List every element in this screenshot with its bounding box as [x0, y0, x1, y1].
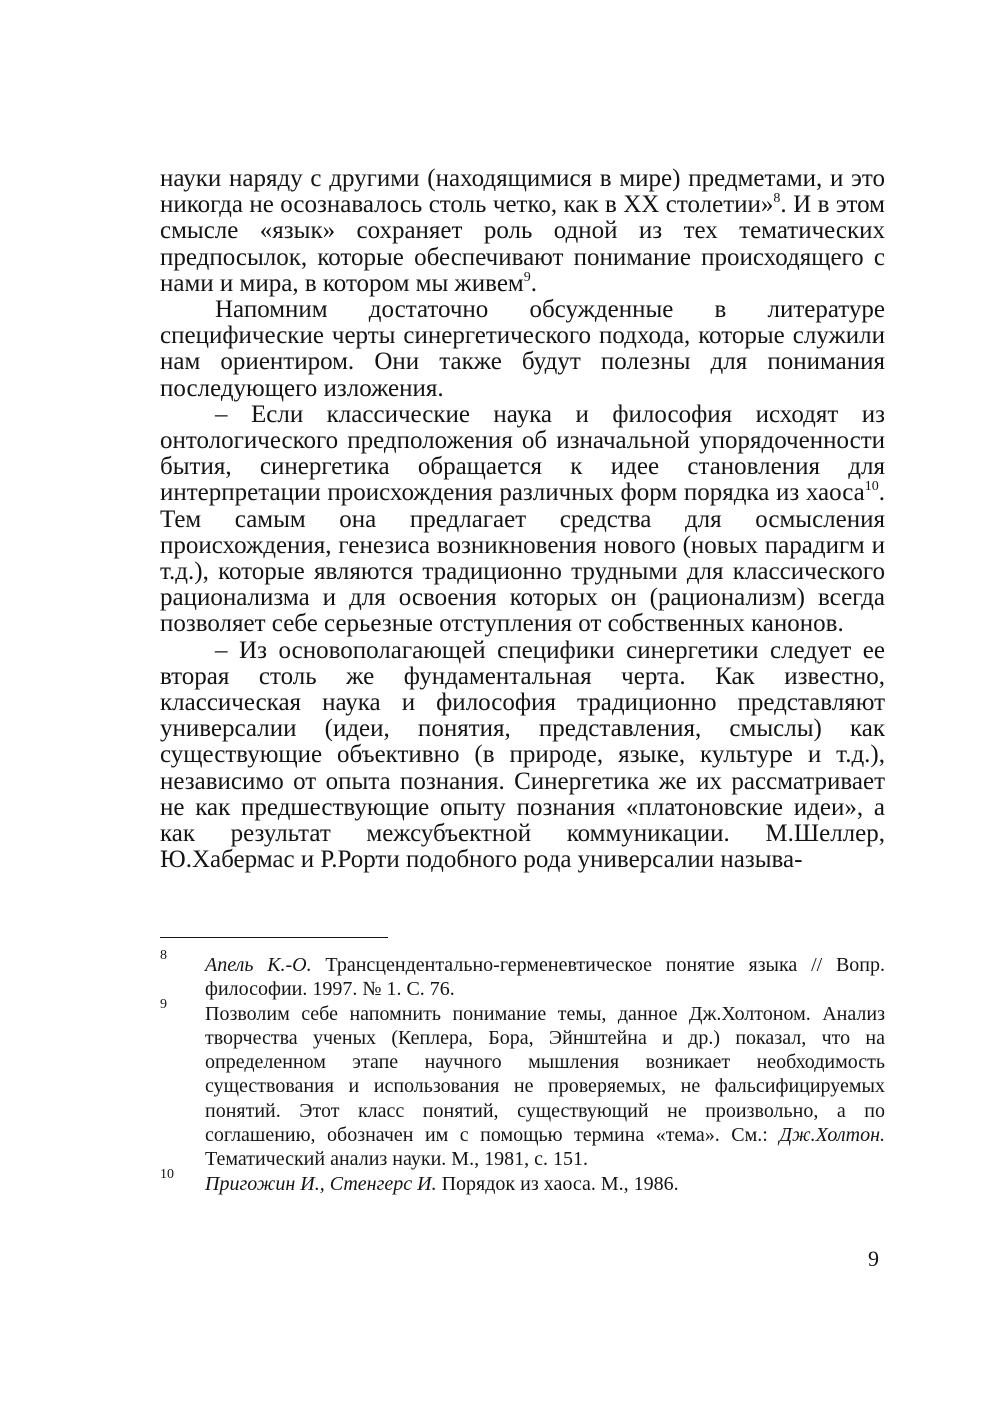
footnote-ref-8[interactable]: 8 [773, 191, 781, 207]
paragraph-1-text-c: . [530, 269, 537, 297]
footnote-text: Порядок из хаоса. М., 1986. [436, 1172, 679, 1195]
paragraph-1-text-b: . И в этом смысле «язык» сохраняет роль одной из тех тематических предпосылок, которые обеспечивают понимание происходящего с нами и мира, в котором мы живем [160, 191, 886, 297]
paragraph-1 [160, 166, 885, 297]
footnotes [160, 948, 885, 1196]
paragraph-3 [160, 402, 885, 638]
footnote-text: Позволим себе напомнить понимание темы, данное Дж.Холтоном. Анализ творчества ученых (Кеплера, Бора, Эйнштейна и др.) показал, что на определенном этапе научного мышления возникает необходимость существования и использования не проверяемых, не фальсифицируемых понятий. Этот класс понятий, существующий не произвольно, а по соглашению, обозначен им с помощью термина «тема». См.: [205, 1002, 885, 1147]
footnote-8 [160, 948, 885, 1002]
footnote-9 [160, 996, 885, 1172]
main-text [160, 166, 885, 873]
footnote-author: Апель К.-О. [205, 954, 312, 976]
footnote-10 [160, 1166, 885, 1196]
footnote-text: Трансцендентально-герменевтическое понятие языка // Вопр. философии. 1997. № 1. С. 76. [205, 954, 885, 1001]
footnote-ref-10[interactable]: 10 [864, 479, 879, 495]
paragraph-1-text-a: науки наряду с другими (находящимися в мире) предметами, и это никогда не осознавалось столь четко, как в XX столетии» [160, 165, 885, 219]
footnote-author: Пригожин И., Стенгерс И. [205, 1172, 437, 1195]
paragraph-3-text-b: . Тем самым она предлагает средства для осмысления происхождения, генезиса возникновения нового (новых парадигм и т.д.), которые являются традиционно трудными для классического рационализма и для освоения которых он (рационализм) всегда позволяет себе серьезные отступления от собственных канонов. [160, 479, 885, 638]
footnote-number: 10 [160, 1166, 174, 1182]
paragraph-4: – Из основополагающей специфики синергетики следует ее вторая столь же фундаментальная черта. Как известно, классическая наука и философия традиционно представляют универсалии (идеи, понятия, представления, смыслы) как существующие объективно (в природе, языке, культуре и т.д.), независимо от опыта познания. Синергетика же их рассматривает не как предшествующие опыту познания «платоновские идеи», а как результат межсубъектной коммуникации. М.Шеллер, Ю.Хабермас и Р.Рорти подобного рода универсалии называ- [160, 636, 885, 874]
footnote-text-tail: Тематический анализ науки. М., 1981, с. 151. [205, 1148, 588, 1171]
footnote-separator [160, 937, 388, 938]
footnote-number: 8 [160, 948, 167, 963]
page-number: 9 [868, 1246, 879, 1271]
footnote-number: 9 [160, 996, 167, 1012]
paragraph-2: Напомним достаточно обсужденные в литературе специфические черты синергетического подхода, которые служили нам ориентиром. Они также будут полезны для понимания последующего изложения. [160, 296, 885, 402]
footnote-ref-9[interactable]: 9 [523, 269, 531, 285]
paragraph-3-text-a: – Если классические наука и философия исходят из онтологического предположения об изначальной упорядоченности бытия, синергетика обращается к идее становления для интерпретации происхождения различных форм порядка из хаоса [160, 400, 885, 507]
footnote-author: Дж.Холтон. [779, 1124, 885, 1147]
